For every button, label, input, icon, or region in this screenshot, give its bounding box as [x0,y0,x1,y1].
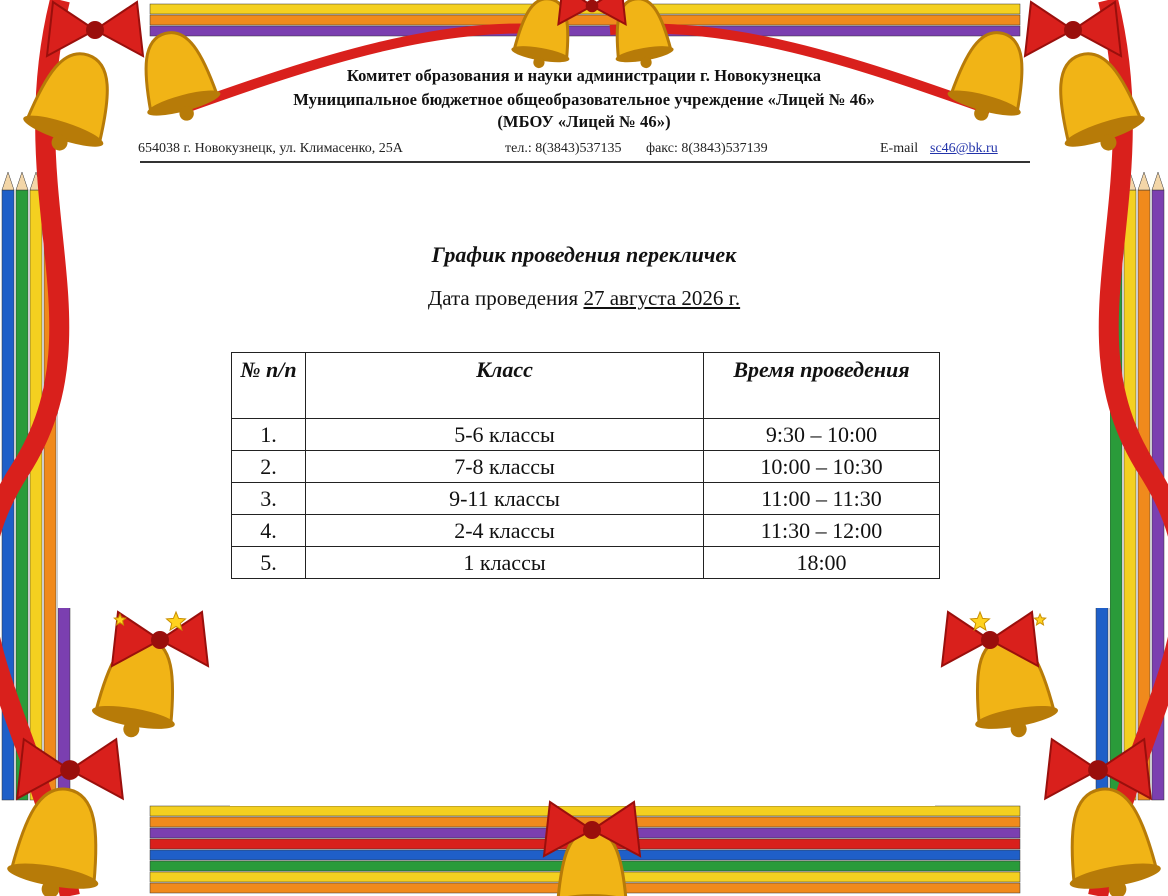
table-header-row [232,353,940,419]
pencil-icon [30,190,42,800]
row-time: 18:00 [704,547,940,579]
row-class: 9-11 классы [306,483,704,515]
row-class: 2-4 классы [306,515,704,547]
date-label: Дата проведения [427,286,579,310]
table-row [232,547,940,579]
org-name-line-2: Муниципальное бюджетное общеобразовательное учреждение «Лицей № 46» [293,90,875,109]
row-num: 5. [232,547,306,579]
org-short-name: (МБОУ «Лицей № 46») [497,112,671,131]
bow-knot-icon [586,0,599,12]
pencil-icon [150,806,1020,816]
bow-knot-icon [1064,21,1082,39]
row-class: 1 классы [306,547,704,579]
bow-knot-icon [1088,760,1108,780]
star-icon [1034,614,1045,625]
row-num: 1. [232,419,306,451]
address-text: 654038 г. Новокузнецк, ул. Климасенко, 25А [138,141,403,156]
pencil-icon [1124,190,1136,800]
fax-text: факс: 8(3843)537139 [646,141,768,156]
row-time: 11:30 – 12:00 [704,515,940,547]
date-value: 27 августа 2026 г. [583,286,741,310]
email-label: E-mail [880,141,919,156]
bow-knot-icon [981,631,999,649]
row-num: 3. [232,483,306,515]
table-row [232,483,940,515]
row-class: 7-8 классы [306,451,704,483]
pencil-tip-icon [2,172,14,190]
page-area-bottom [230,606,935,806]
table-row [232,515,940,547]
row-time: 9:30 – 10:00 [704,419,940,451]
header-class: Класс [306,353,704,419]
bow-knot-icon [151,631,169,649]
document-title: График проведения перекличек [431,242,737,267]
pencil-tip-icon [1152,172,1164,190]
row-class: 5-6 классы [306,419,704,451]
table-row [232,419,940,451]
row-time: 11:00 – 11:30 [704,483,940,515]
header-num: № п/п [232,353,306,419]
header-divider [140,161,1030,163]
pencil-tip-icon [16,172,28,190]
email-link[interactable]: sc46@bk.ru [930,141,998,156]
table-row [232,451,940,483]
pencil-icon [150,15,1020,25]
bow-knot-icon [86,21,104,39]
bow-knot-icon [583,821,601,839]
phone-text: тел.: 8(3843)537135 [505,141,622,156]
pencil-icon [150,26,1020,36]
row-num: 2. [232,451,306,483]
org-name-line-1: Комитет образования и науки администрации г. Новокузнецка [346,66,822,85]
header-time: Время проведения [704,353,940,419]
row-time: 10:00 – 10:30 [704,451,940,483]
schedule-table [231,352,940,579]
star-icon [971,612,990,630]
pencil-tip-icon [1138,172,1150,190]
date-line [0,286,1168,311]
row-num: 4. [232,515,306,547]
bow-knot-icon [60,760,80,780]
